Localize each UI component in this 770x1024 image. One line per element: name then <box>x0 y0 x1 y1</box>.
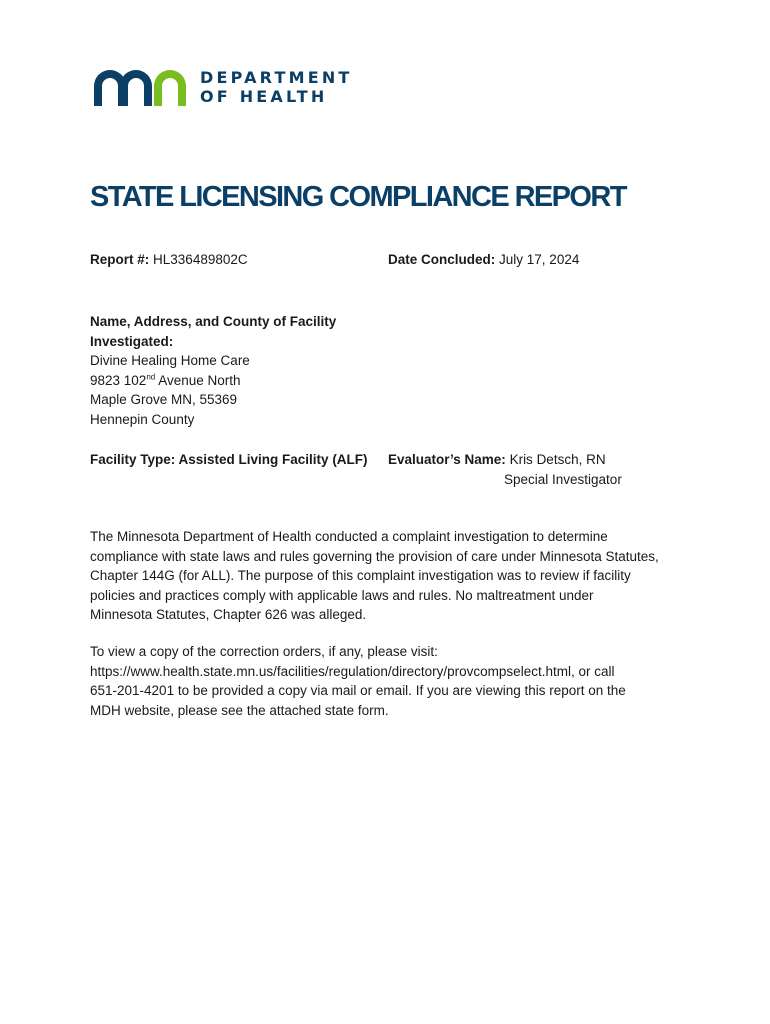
para2-line: To view a copy of the correction orders, if any, please visit: <box>90 644 438 659</box>
facility-county: Hennepin County <box>90 411 195 427</box>
facility-address: 9823 102nd Avenue North <box>90 372 241 388</box>
date-label: Date Concluded: <box>388 252 496 267</box>
para1-line: The Minnesota Department of Health conducted a complaint investigation to determine <box>90 529 608 544</box>
logo-line-2: OF HEALTH <box>200 87 328 106</box>
evaluator-label: Evaluator’s Name: <box>388 452 506 467</box>
para1-line: Minnesota Statutes, Chapter 626 was alleged. <box>90 607 367 622</box>
mdh-logo <box>94 66 374 110</box>
para1-line: Chapter 144G (for ALL). The purpose of this complaint investigation was to review if facility <box>90 568 631 583</box>
facility-block <box>90 312 336 429</box>
report-number-label: Report #: <box>90 252 150 267</box>
investigation-paragraph <box>90 527 690 625</box>
para2-line: 651-201-4201 to be provided a copy via mail or email. If you are viewing this report on the <box>90 683 626 698</box>
facility-type: Facility Type: Assisted Living Facility (ALF) <box>90 452 368 467</box>
report-title: STATE LICENSING COMPLIANCE REPORT <box>90 181 626 213</box>
date-concluded <box>388 250 579 270</box>
correction-orders-paragraph <box>90 642 690 720</box>
logo-wordmark <box>200 68 353 106</box>
facility-name: Divine Healing Home Care <box>90 353 250 368</box>
mn-logo-icon <box>94 68 186 106</box>
report-number <box>90 250 248 270</box>
evaluator-title: Special Investigator <box>504 471 622 487</box>
date-value: July 17, 2024 <box>499 252 580 267</box>
evaluator-name: Kris Detsch, RN <box>509 452 606 467</box>
report-number-value: HL336489802C <box>153 252 248 267</box>
para1-line: policies and practices comply with applicable laws and rules. No maltreatment under <box>90 587 594 603</box>
facility-label-line-2: Investigated: <box>90 333 174 349</box>
para2-line: MDH website, please see the attached state form. <box>90 702 389 718</box>
logo-line-1: DEPARTMENT <box>200 68 353 87</box>
facility-city: Maple Grove MN, 55369 <box>90 392 238 407</box>
para2-line: https://www.health.state.mn.us/facilities/regulation/directory/provcompselect.html, or call <box>90 663 615 679</box>
para1-line: compliance with state laws and rules governing the provision of care under Minnesota Statutes, <box>90 548 659 564</box>
evaluator <box>388 450 622 489</box>
facility-label-line-1: Name, Address, and County of Facility <box>90 314 337 329</box>
